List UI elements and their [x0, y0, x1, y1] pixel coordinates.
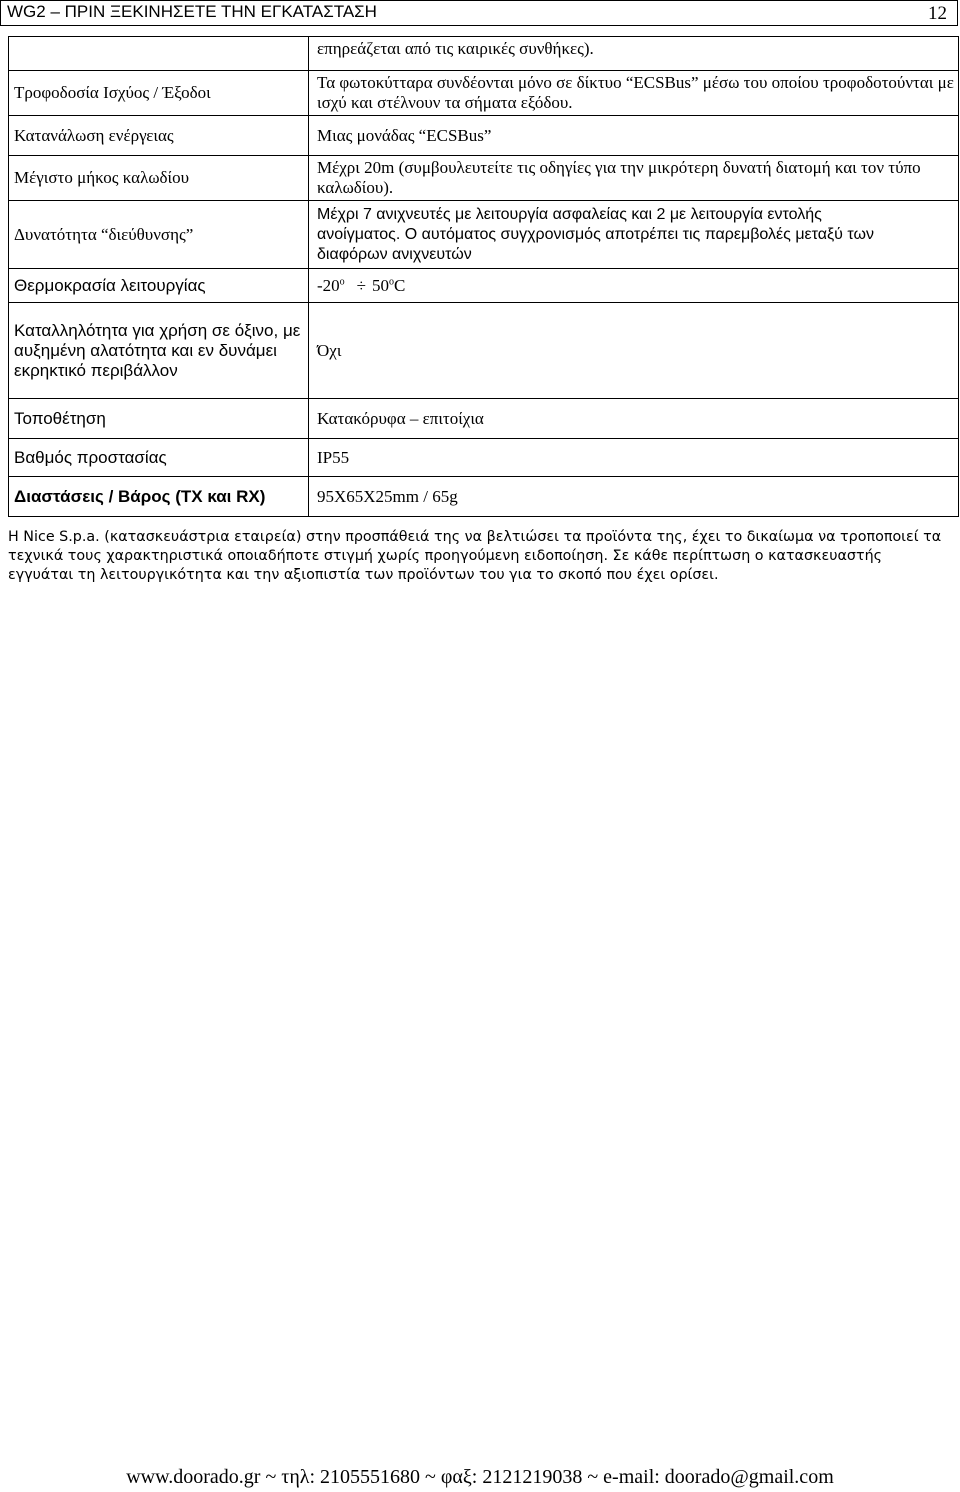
- addressing-line-1: Μέχρι 7 ανιχνευτές με λειτουργία ασφαλείας και 2 με λειτουργία εντολής: [317, 205, 822, 223]
- page-header: [0, 0, 958, 26]
- cable-value: Μέχρι 20m (συμβουλευτείτε τις οδηγίες για την μικρότερη δυνατή διατομή και τον τύπο καλωδίου).: [309, 156, 959, 201]
- page-footer: www.doorado.gr ~ τηλ: 2105551680 ~ φαξ: 2121219038 ~ e-mail: doorado@gmail.com: [126, 1466, 834, 1488]
- header-title: WG2 – ΠΡΙΝ ΞΕΚΙΝΗΣΕΤΕ ΤΗΝ ΕΓΚΑΤΑΣΤΑΣΗ: [7, 2, 377, 21]
- table-row: [9, 399, 959, 439]
- disclaimer-note: Η Nice S.p.a. (κατασκευάστρια εταιρεία) στην προσπάθειά της να βελτιώσει τα προϊόντα της, έχει το δικαίωμα να τροποποιεί τα τεχνικά τους χαρακτηριστικά οποιαδήποτε στιγμή χωρίς προηγούμενη ειδοποίηση. Σε κάθε περίπτωση ο κατασκευαστής εγγυάται τη λειτουργικότητα και την αξιοπιστία των προϊόντων του για το σκοπό που έχει ορίσει.: [8, 529, 942, 583]
- dimensions-value: 95X65X25mm / 65g: [309, 477, 959, 517]
- temperature-value: [309, 269, 959, 303]
- consumption-value: Μιας μονάδας “ECSBus”: [309, 116, 959, 156]
- consumption-label: Κατανάλωση ενέργειας: [9, 116, 309, 156]
- table-row: [9, 303, 959, 399]
- addressing-line-2: ανοίγματος. Ο αυτόματος συγχρονισμός αποτρέπει τις παρεμβολές μεταξύ των: [317, 225, 874, 243]
- temperature-unit: C: [394, 275, 406, 295]
- temperature-min: -20: [317, 275, 340, 295]
- page-number: 12: [928, 3, 947, 24]
- table-row: [9, 439, 959, 477]
- cable-label: Μέγιστο μήκος καλωδίου: [9, 156, 309, 201]
- degree-symbol: o: [389, 275, 395, 287]
- protection-value: IP55: [309, 439, 959, 477]
- suitability-value: Όχι: [309, 303, 959, 399]
- power-value: Τα φωτοκύτταρα συνδέονται μόνο σε δίκτυο “ECSBus” μέσω του οποίου τροφοδοτούνται με ισχύ και στέλνουν τα σήματα εξόδου.: [309, 71, 959, 116]
- mounting-label: Τοποθέτηση: [9, 399, 309, 439]
- protection-label: Βαθμός προστασίας: [9, 439, 309, 477]
- addressing-value: [309, 201, 959, 269]
- spec-table: [8, 36, 959, 517]
- suitability-label: Καταλληλότητα για χρήση σε όξινο, με αυξημένη αλατότητα και εν δυνάμει εκρηκτικό περιβάλλον: [9, 303, 309, 399]
- dimensions-label: Διαστάσεις / Βάρος (TX και RX): [9, 477, 309, 517]
- addressing-line-3: διαφόρων ανιχνευτών: [317, 245, 472, 263]
- mounting-value: Κατακόρυφα – επιτοίχια: [309, 399, 959, 439]
- table-row: [9, 37, 959, 71]
- range-separator: ÷: [356, 275, 367, 295]
- table-row: [9, 477, 959, 517]
- degree-symbol: o: [339, 275, 345, 287]
- table-row: [9, 156, 959, 201]
- temperature-label: Θερμοκρασία λειτουργίας: [9, 269, 309, 303]
- table-row: [9, 201, 959, 269]
- addressing-label: Δυνατότητα “διεύθυνσης”: [9, 201, 309, 269]
- table-row: [9, 116, 959, 156]
- top-row-value: επηρεάζεται από τις καιρικές συνθήκες).: [309, 37, 959, 71]
- temperature-max: 50: [372, 275, 390, 295]
- power-label: Τροφοδοσία Ισχύος / Έξοδοι: [9, 71, 309, 116]
- table-row: [9, 71, 959, 116]
- table-row: [9, 269, 959, 303]
